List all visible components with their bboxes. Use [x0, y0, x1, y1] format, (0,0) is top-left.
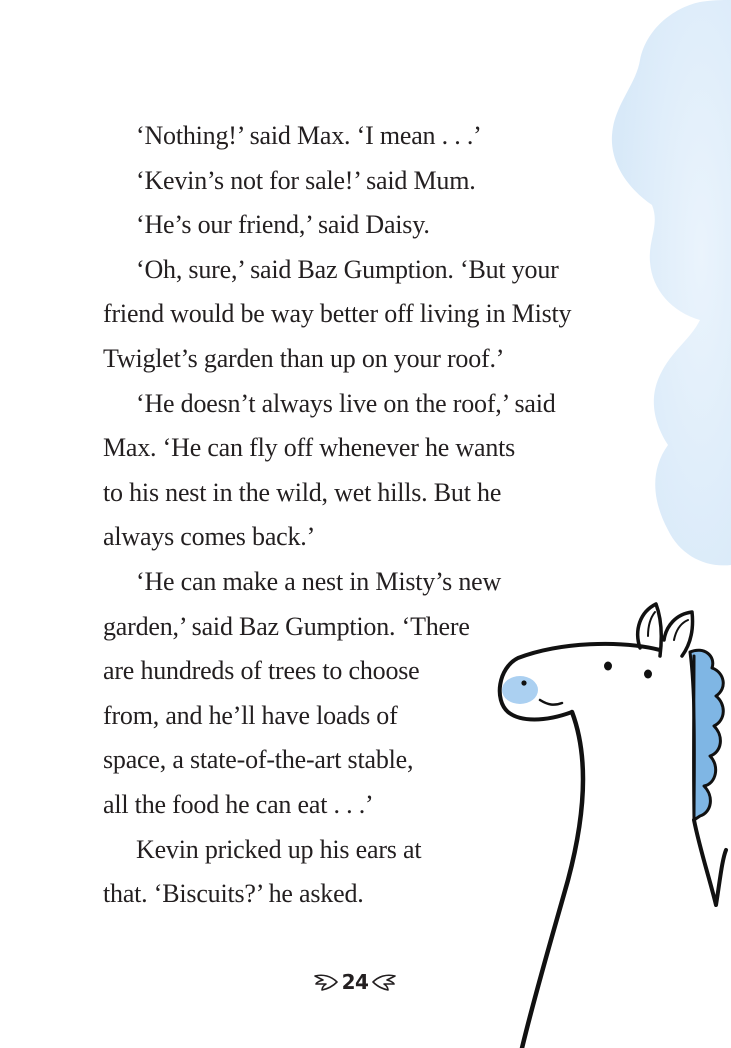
page-number [310, 962, 400, 1002]
text-line: space, a state-of-the-art stable, [103, 745, 414, 775]
text-line: Kevin pricked up his ears at [136, 834, 422, 864]
text-line: ‘He’s our friend,’ said Daisy. [136, 210, 430, 240]
wing-icon [313, 972, 339, 992]
text-line: Twiglet’s garden than up on your roof.’ [103, 343, 505, 373]
text-line: from, and he’ll have loads of [103, 700, 398, 730]
text-line: ‘He can make a nest in Misty’s new [136, 566, 502, 596]
text-line: ‘Oh, sure,’ said Baz Gumption. ‘But your [136, 254, 559, 284]
text-line: ‘He doesn’t always live on the roof,’ said [136, 388, 556, 418]
text-line: friend would be way better off living in Misty [103, 299, 572, 329]
text-line: are hundreds of trees to choose [103, 656, 420, 686]
text-line: to his nest in the wild, wet hills. But he [103, 477, 502, 507]
text-line: that. ‘Biscuits?’ he asked. [103, 879, 364, 909]
text-line: Max. ‘He can fly off whenever he wants [103, 433, 516, 463]
text-line: ‘Nothing!’ said Max. ‘I mean . . .’ [136, 121, 482, 150]
wing-icon [371, 972, 397, 992]
text-line: always comes back.’ [103, 522, 316, 552]
page-number-text: 24 [341, 970, 369, 994]
text-line: ‘Kevin’s not for sale!’ said Mum. [136, 165, 476, 195]
text-line: garden,’ said Baz Gumption. ‘There [103, 611, 470, 641]
text-line: all the food he can eat . . .’ [103, 789, 374, 819]
